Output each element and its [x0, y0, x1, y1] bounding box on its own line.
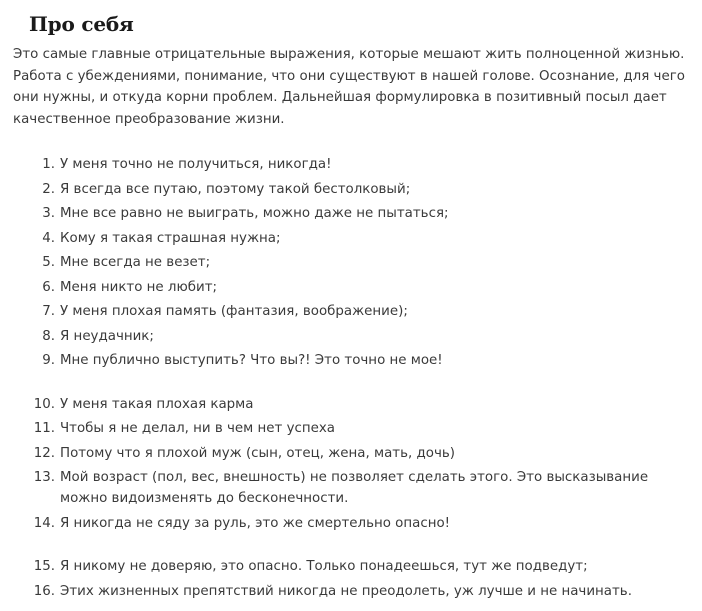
list-item: [13, 228, 693, 249]
list-item: [13, 301, 693, 322]
list-spacer: [13, 375, 693, 394]
list-item-text: Кому я такая страшная нужна;: [60, 230, 281, 246]
list-item-text: У меня плохая память (фантазия, воображение);: [60, 304, 408, 319]
list-item: [13, 581, 693, 602]
list-item: [13, 154, 693, 175]
list-item: [13, 394, 693, 415]
list-item-text: Чтобы я не делал, ни в чем нет успеха: [60, 421, 335, 436]
list-item-number: 14.: [33, 515, 55, 531]
list-item-text: Я неудачник;: [60, 328, 154, 344]
list-item: [13, 513, 693, 534]
list-item-number: 3.: [42, 206, 55, 221]
list-item: [13, 252, 693, 273]
list-item-number: 9.: [42, 353, 55, 368]
list-item-number: 6.: [42, 279, 55, 295]
list-item-text: Мне всегда не везет;: [60, 255, 211, 270]
list-item-number: 5.: [42, 255, 55, 270]
list-item-number: 11.: [33, 421, 55, 436]
intro-paragraph: Это самые главные отрицательные выражения, которые мешают жить полноценной жизнью. Работа с убеждениями, понимание, что они существуют в нашей голове. Осознание, для чего они нужны, и откуда корни проблем. Дальнейшая формулировка в позитивный посыл дает качественное преобразование жизни.: [13, 47, 685, 127]
list-item-text: Мне все равно не выиграть, можно даже не пытаться;: [60, 206, 449, 221]
list-item: [13, 556, 693, 577]
list-item: [13, 443, 693, 464]
list-item-text: Этих жизненных препятствий никогда не преодолеть, уж лучше и не начинать.: [60, 583, 632, 599]
list-item-number: 15.: [33, 559, 55, 574]
list-item-number: 8.: [42, 328, 55, 344]
list-item: [13, 350, 693, 371]
belief-list-group-3: [13, 556, 693, 602]
list-item-text: У меня точно не получиться, никогда!: [60, 157, 332, 172]
list-item-text: Я никогда не сяду за руль, это же смертельно опасно!: [60, 515, 451, 531]
list-item-text: Я всегда все путаю, поэтому такой бестолковый;: [60, 181, 411, 197]
section-title: Про себя: [29, 12, 134, 36]
list-item-text: Меня никто не любит;: [60, 279, 218, 295]
list-item-number: 16.: [33, 583, 55, 599]
list-item: [13, 203, 693, 224]
list-item: [13, 467, 693, 509]
article-section: [13, 0, 693, 605]
list-item-number: 10.: [33, 396, 55, 412]
list-item-text: Мне публично выступить? Что вы?! Это точно не мое!: [60, 353, 443, 368]
belief-list-group-1: [13, 154, 693, 371]
list-item-number: 7.: [42, 304, 55, 319]
list-item-text: У меня такая плохая карма: [60, 396, 254, 412]
list-item-text: Мой возраст (пол, вес, внешность) не позволяет сделать этого. Это высказывание можно видоизменять до бесконечности.: [60, 470, 649, 506]
list-item-number: 4.: [42, 230, 55, 246]
list-item-number: 1.: [42, 157, 55, 172]
belief-list-group-2: [13, 394, 693, 534]
list-item: [13, 179, 693, 200]
list-item-text: Потому что я плохой муж (сын, отец, жена, мать, дочь): [60, 445, 455, 461]
list-item-number: 12.: [33, 445, 55, 461]
list-item: [13, 326, 693, 347]
list-spacer: [13, 537, 693, 556]
list-item: [13, 277, 693, 298]
list-item-text: Я никому не доверяю, это опасно. Только понадеешься, тут же подведут;: [60, 559, 588, 574]
list-item: [13, 418, 693, 439]
list-item-number: 2.: [42, 181, 55, 197]
list-item-number: 13.: [33, 470, 55, 485]
